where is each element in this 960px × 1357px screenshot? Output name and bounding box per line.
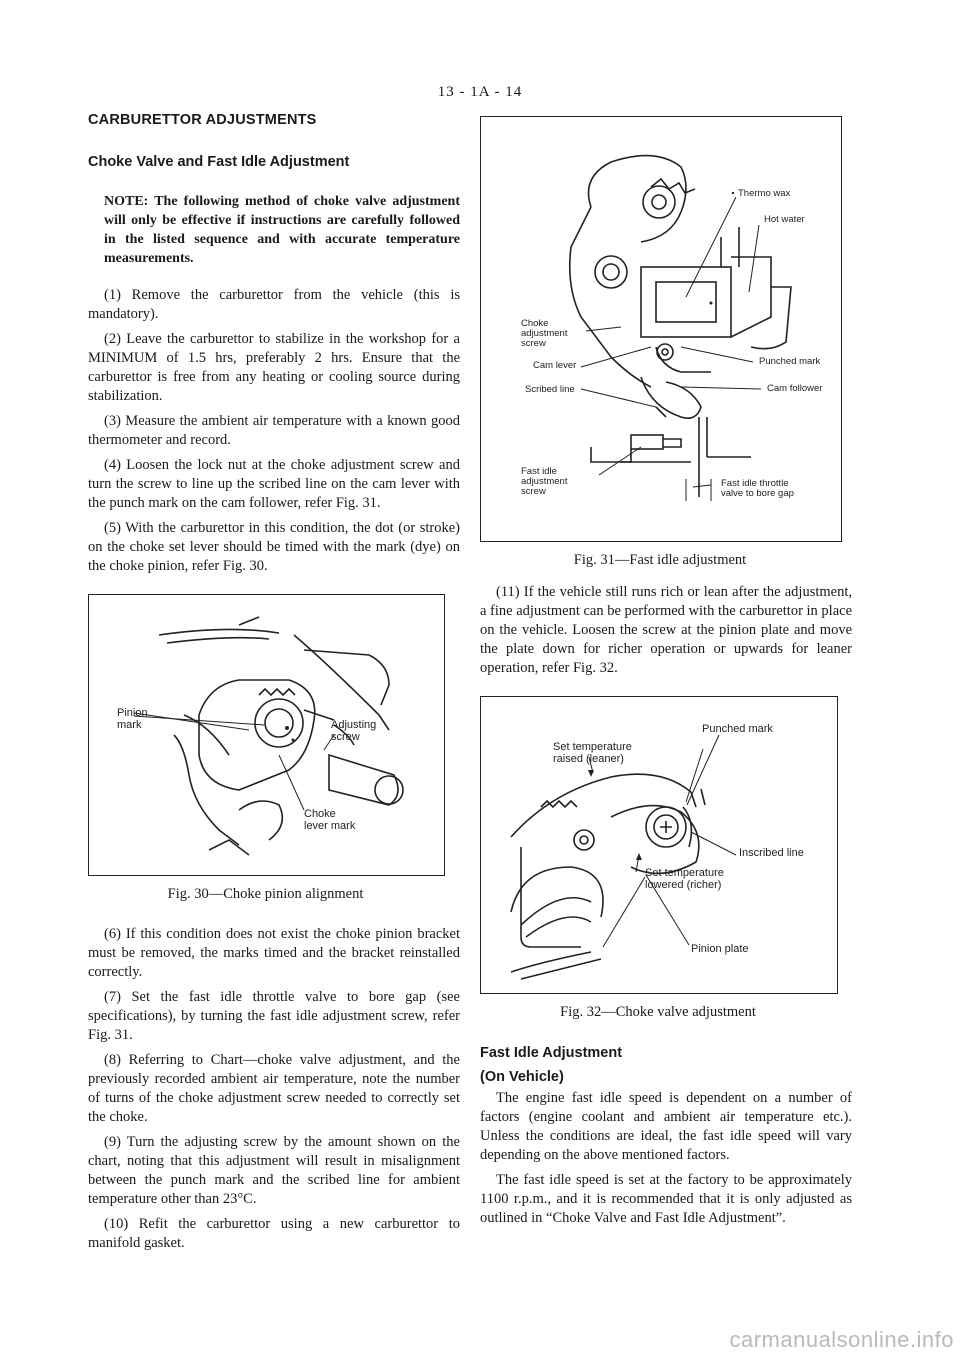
set-temp-raised-label: Set temperature raised (leaner) — [553, 741, 632, 765]
step-paragraph: (11) If the vehicle still runs rich or lean after the adjustment, a fine adjustment can be performed with the carburettor in place on the vehicle. Loosen the screw at the pinion plate and move the plate down for richer operation or upwards for leaner operation, refer Fig. 32. — [480, 584, 853, 676]
punched-mark-label: Punched mark — [702, 723, 773, 735]
step-paragraph: (1) Remove the carburettor from the vehicle (this is mandatory). — [88, 287, 460, 322]
step-paragraph: (3) Measure the ambient air temperature with a known good thermometer and record. — [88, 413, 460, 448]
scribed-line-label: Scribed line — [525, 384, 575, 395]
thermo-wax-label: Thermo wax — [738, 188, 791, 199]
step-paragraph: (6) If this condition does not exist the choke pinion bracket must be removed, the marks timed and the bracket reinstalled correctly. — [88, 926, 460, 980]
choke-adjustment-screw-label: Choke adjustment screw — [521, 318, 568, 349]
fig32-caption: Fig. 32—Choke valve adjustment — [560, 1004, 756, 1020]
inscribed-line-label: Inscribed line — [739, 847, 804, 859]
fig30-caption: Fig. 30—Choke pinion alignment — [167, 886, 364, 902]
fig31-caption: Fig. 31—Fast idle adjustment — [573, 552, 747, 568]
fast-idle-paragraph: The fast idle speed is set at the factory to be approximately 1100 r.p.m., and it is recommended that it is only adjusted as outlined in “Choke Valve and Fast Idle Adjustment”. — [480, 1172, 852, 1226]
choke-valve-illustration — [481, 697, 837, 993]
cam-follower-label: Cam follower — [767, 383, 823, 394]
steps-list-b — [88, 925, 460, 1253]
section-title: CARBURETTOR ADJUSTMENTS — [88, 112, 317, 128]
step-paragraph: (9) Turn the adjusting screw by the amount shown on the chart, noting that this adjustment will result in misalignment between the punch mark and the scribed line for ambient temperature other than 23°C. — [88, 1134, 460, 1207]
step-paragraph: (2) Leave the carburettor to stabilize in the workshop for a MINIMUM of 1.5 hrs, preferably 2 hrs. Ensure that the carburettor is free from any heating or cooling source during stabilization. — [88, 331, 460, 404]
fig30-frame — [88, 594, 445, 876]
step-paragraph: (5) With the carburettor in this condition, the dot (or stroke) on the choke set lever should be timed with the mark (dye) on the choke pinion, refer Fig. 30. — [88, 520, 460, 574]
hot-water-label: Hot water — [764, 214, 805, 225]
fast-idle-throttle-gap-label: Fast idle throttle valve to bore gap — [721, 478, 794, 499]
step-paragraph: (4) Loosen the lock nut at the choke adjustment screw and turn the screw to line up the scribed line on the cam lever with the punch mark on the cam follower, refer Fig. 31. — [88, 457, 460, 511]
steps-list-a — [88, 286, 460, 576]
pinion-mark-label: Pinion mark — [117, 707, 148, 731]
right-column — [480, 112, 852, 1234]
fig32-frame — [480, 696, 838, 994]
on-vehicle-heading: (On Vehicle) — [480, 1069, 564, 1085]
left-column — [88, 112, 460, 1259]
pinion-plate-label: Pinion plate — [691, 943, 749, 955]
fast-idle-paragraph: The engine fast idle speed is dependent on a number of factors (engine coolant and ambient air temperature etc.). Unless the conditions are ideal, the fast idle speed will vary depending on the above mentioned factors. — [480, 1090, 852, 1163]
adjusting-screw-label: Adjusting screw — [331, 719, 377, 743]
page-number-header: 13 - 1A - 14 — [437, 84, 523, 100]
punched-mark-label: Punched mark — [759, 356, 821, 367]
step-paragraph: (10) Refit the carburettor using a new carburettor to manifold gasket. — [88, 1216, 460, 1251]
fast-idle-adjustment-screw-label: Fast idle adjustment screw — [521, 466, 568, 497]
fast-idle-heading: Fast Idle Adjustment — [480, 1045, 623, 1061]
step-paragraph: (7) Set the fast idle throttle valve to bore gap (see specifications), by turning the fast idle adjustment screw, refer Fig. 31. — [88, 989, 460, 1043]
subsection-title: Choke Valve and Fast Idle Adjustment — [88, 154, 350, 170]
step-paragraph: (8) Referring to Chart—choke valve adjustment, and the previously recorded ambient air temperature, note the number of turns of the choke adjustment screw needed to correctly set the choke. — [88, 1052, 460, 1125]
cam-lever-label: Cam lever — [533, 360, 577, 371]
fast-idle-section — [480, 1045, 852, 1228]
choke-pinion-illustration — [89, 595, 444, 875]
fig31-frame — [480, 116, 842, 542]
procedure-note: NOTE: The following method of choke valve adjustment will only be effective if instructions are carefully followed in the listed sequence and with accurate temperature measurements. — [104, 194, 460, 266]
choke-lever-mark-label: Choke lever mark — [304, 808, 356, 832]
set-temp-lowered-label: Set temperature lowered (richer) — [645, 867, 724, 891]
site-watermark: carmanualsonline.info — [729, 1327, 954, 1352]
